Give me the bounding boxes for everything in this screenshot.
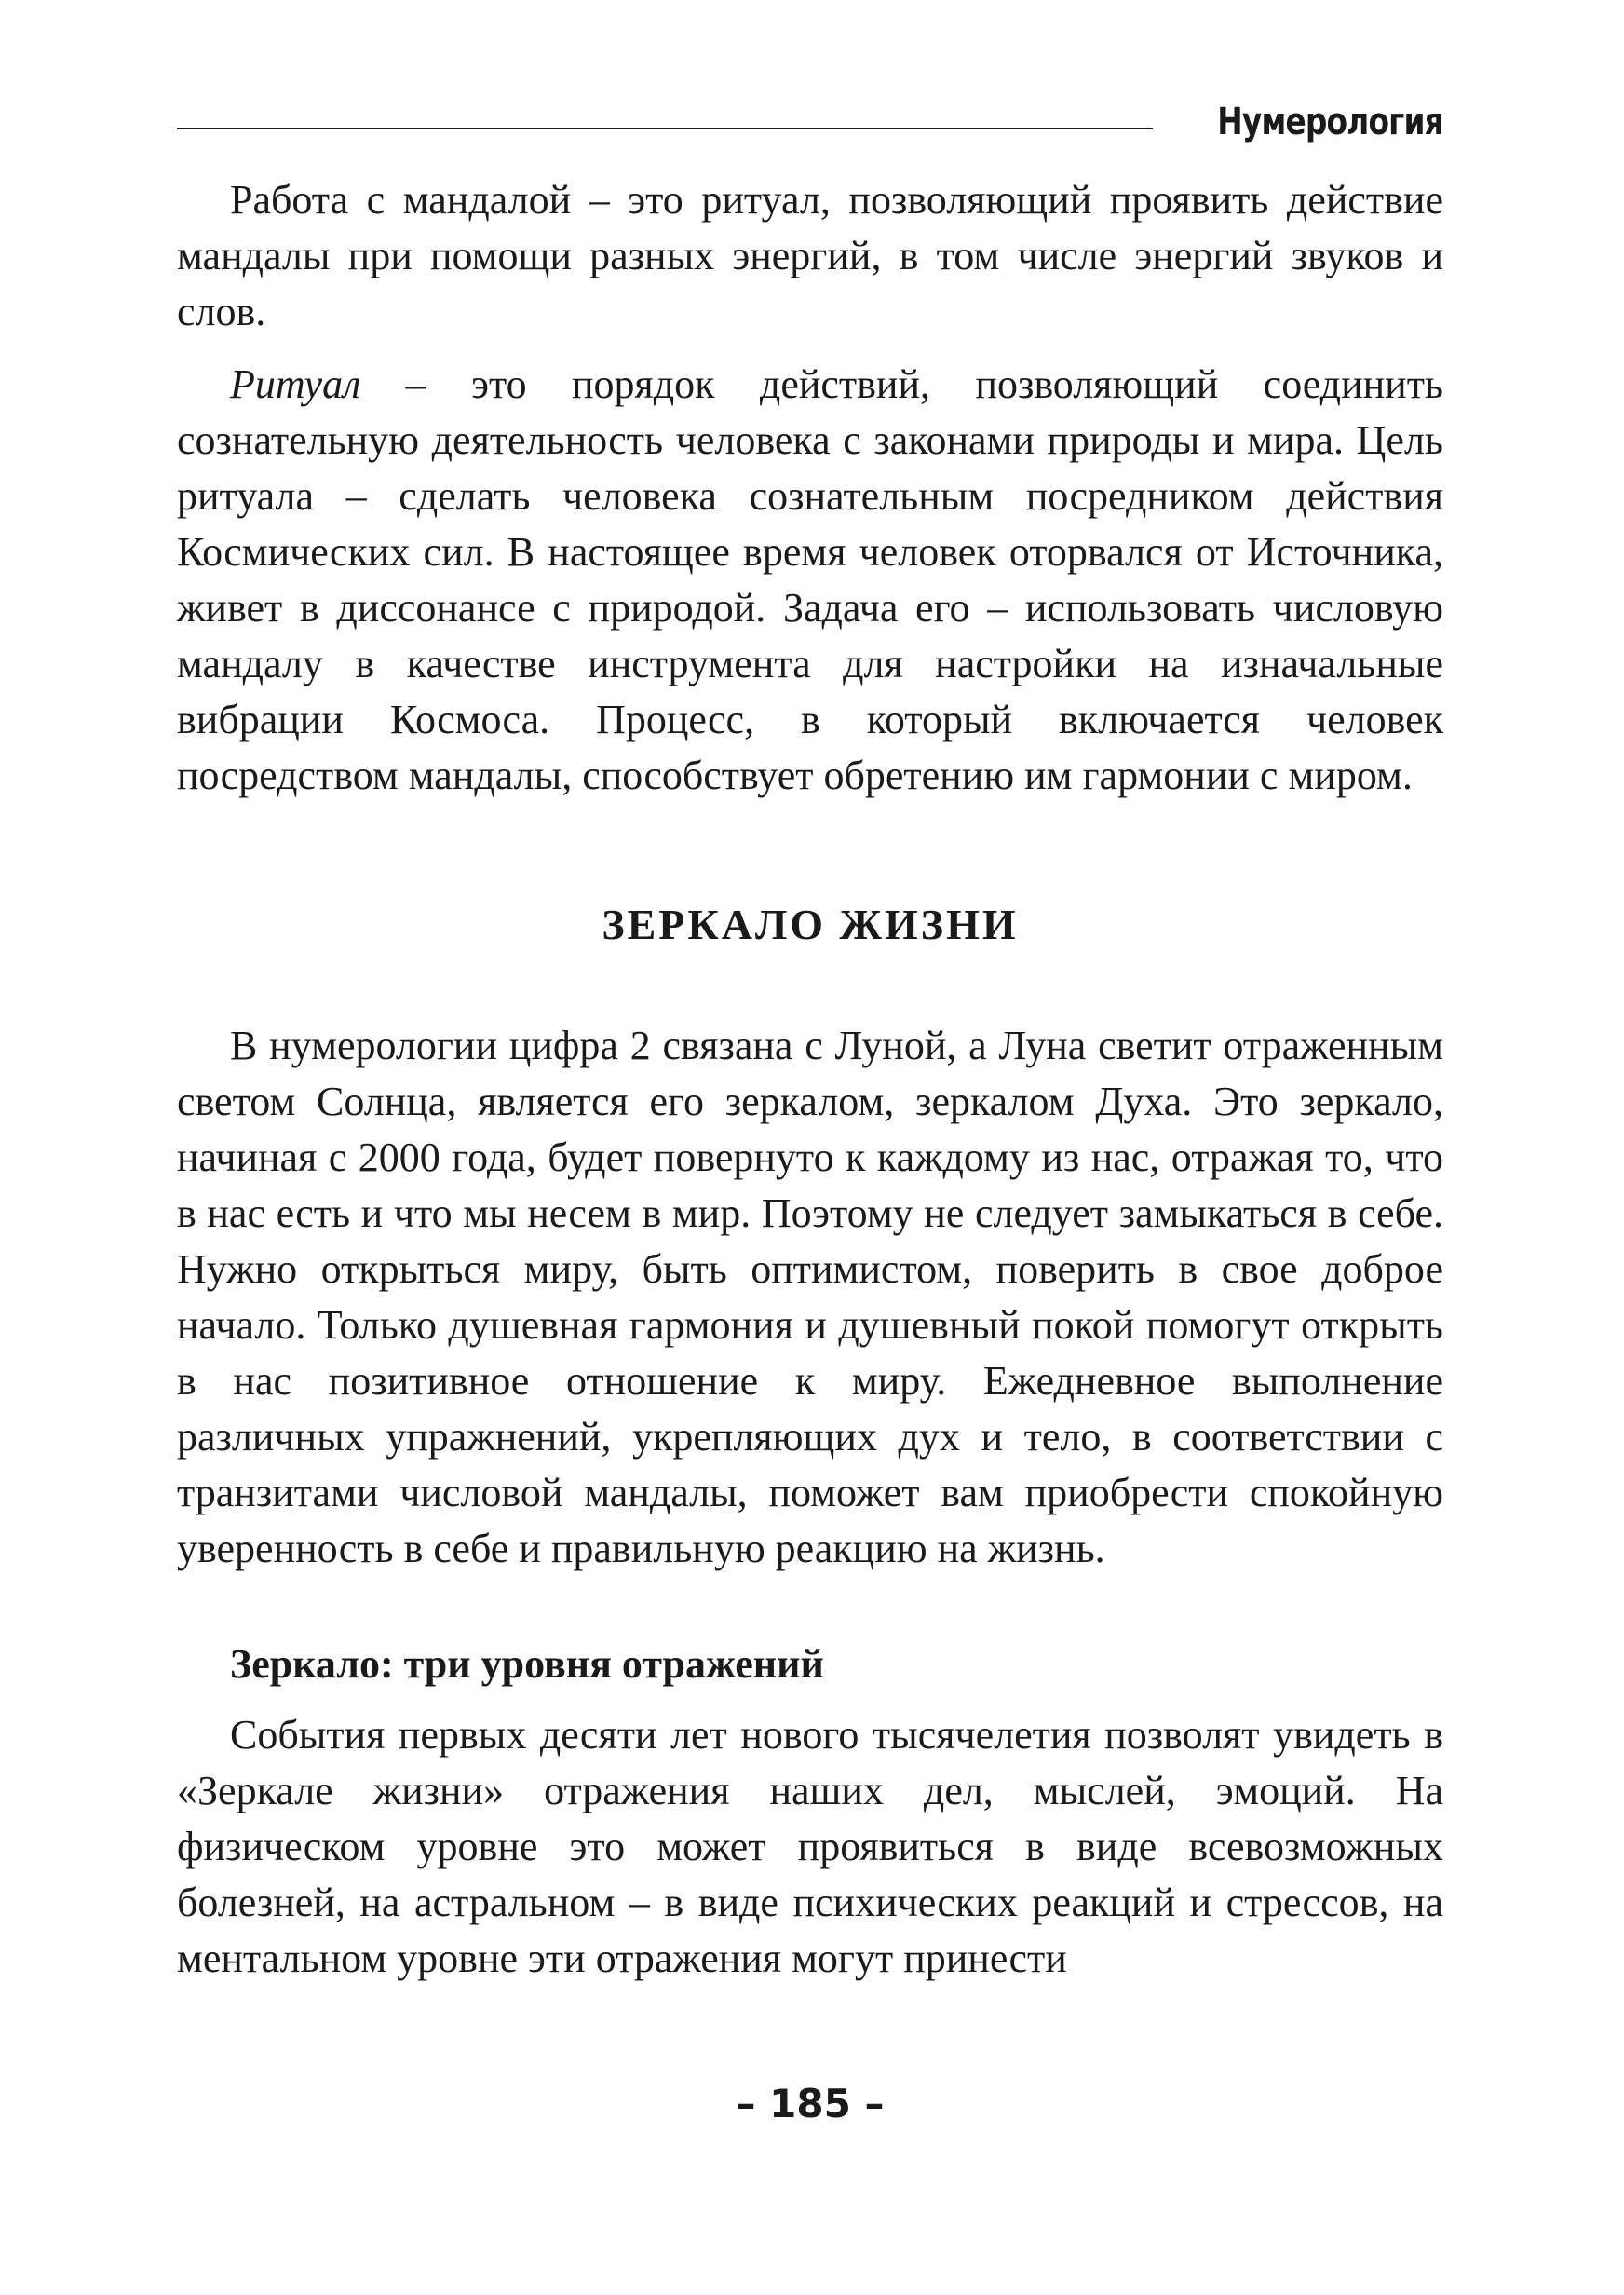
subsection-heading: Зеркало: три уровня отражений: [230, 1641, 824, 1687]
italic-term: Ритуал: [230, 361, 361, 407]
header-rule: [177, 128, 1153, 129]
paragraph-mirror-of-life: [177, 1018, 1443, 1577]
paragraph-text: В нумерологии цифра 2 связана с Луной, а Луна светит отраженным светом Солнца, является его зеркалом, зеркалом Духа. Это зеркало, начиная с 2000 года, будет повернуто к каждому из нас, отражая то, что в нас есть и что мы несем в мир. Поэтому не следует замыкаться в себе. Нужно открыться миру, быть оптимистом, поверить в свое доброе начало. Только душевная гармония и душевный покой помогут открыть в нас позитивное отношение к миру. Ежедневное выполнение различных упражнений, укрепляющих дух и тело, в соответствии с транзитами числовой мандалы, поможет вам приобрести спокойную уверенность в себе и правильную реакцию на жизнь.: [177, 1023, 1443, 1571]
paragraph-text: Работа с мандалой – это ритуал, позволяющий проявить действие мандалы при помощи разных энергий, в том числе энергий звуков и слов.: [177, 177, 1443, 334]
paragraph-text: События первых десяти лет нового тысячелетия позволят увидеть в «Зеркале жизни» отражения наших дел, мыслей, эмоций. На физическом уровне это может проявиться в виде всевозможных болезней, на астральном – в виде психических реакций и стрессов, на ментальном уровне эти отражения могут принести: [177, 1712, 1443, 1981]
body-text: [177, 172, 1443, 1987]
running-header: [177, 101, 1443, 143]
paragraph-text: – это порядок действий, позволяющий соединить сознательную деятельность человека с законами природы и мира. Цель ритуала – сделать человека сознательным посредником действия Космических сил. В настоящее время человек оторвался от Источника, живет в диссонансе с природой. Задача его – использовать числовую мандалу в качестве инструмента для настройки на изначальные вибрации Космоса. Процесс, в который включается человек посредством мандалы, способствует обретению им гармонии с миром.: [177, 361, 1443, 798]
running-title: Нумерология: [1217, 101, 1443, 143]
paragraph-ritual-definition: [177, 357, 1443, 804]
section-heading: ЗЕРКАЛО ЖИЗНИ: [602, 901, 1019, 948]
book-page: [177, 0, 1443, 2295]
page-number: – 185 –: [736, 2081, 885, 2126]
paragraph-mandala-ritual: [177, 172, 1443, 340]
paragraph-three-levels: [177, 1707, 1443, 1987]
